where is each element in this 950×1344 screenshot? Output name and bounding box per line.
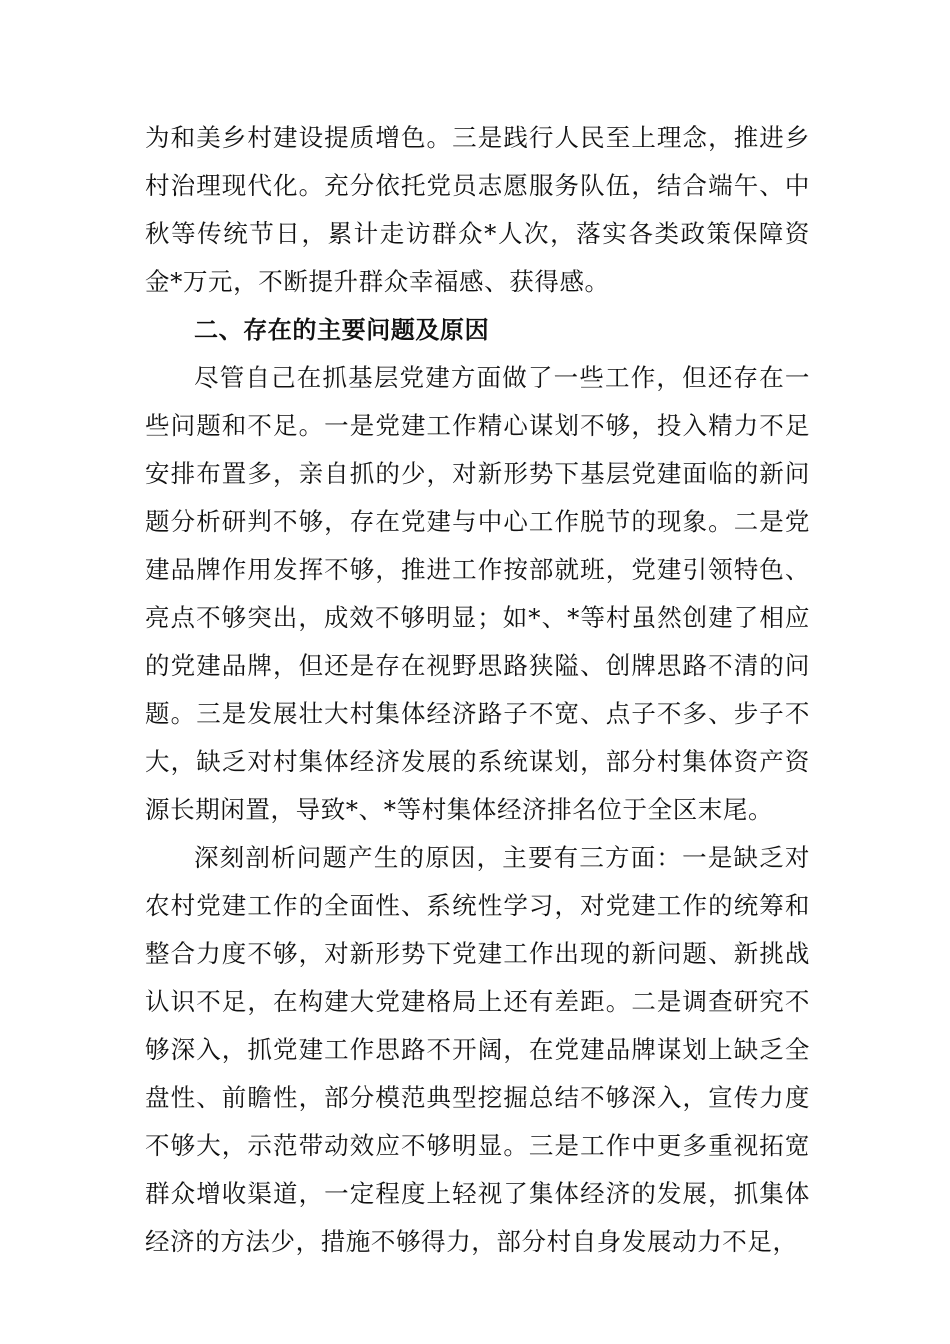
- document-body: [145, 114, 810, 1266]
- paragraph-causes: 深刻剖析问题产生的原因，主要有三方面：一是缺乏对农村党建工作的全面性、系统性学习，对党建工作的统筹和整合力度不够，对新形势下党建工作出现的新问题、新挑战认识不足，在构建大党建格局上还有差距。二是调查研究不够深入，抓党建工作思路不开阔，在党建品牌谋划上缺乏全盘性、前瞻性，部分模范典型挖掘总结不够深入，宣传力度不够大，示范带动效应不够明显。三是工作中更多重视拓宽群众增收渠道，一定程度上轻视了集体经济的发展，抓集体经济的方法少，措施不够得力，部分村自身发展动力不足，: [145, 843, 810, 1256]
- paragraph-continuation: 为和美乡村建设提质增色。三是践行人民至上理念，推进乡村治理现代化。充分依托党员志愿服务队伍，结合端午、中秋等传统节日，累计走访群众*人次，落实各类政策保障资金*万元，不断提升群众幸福感、获得感。: [145, 123, 810, 296]
- paragraph-problems: 尽管自己在抓基层党建方面做了一些工作，但还存在一些问题和不足。一是党建工作精心谋划不够，投入精力不足安排布置多，亲自抓的少，对新形势下基层党建面临的新问题分析研判不够，存在党建与中心工作脱节的现象。二是党建品牌作用发挥不够，推进工作按部就班，党建引领特色、亮点不够突出，成效不够明显；如*、*等村虽然创建了相应的党建品牌，但还是存在视野思路狭隘、创牌思路不清的问题。三是发展壮大村集体经济路子不宽、点子不多、步子不大，缺乏对村集体经济发展的系统谋划，部分村集体资产资源长期闲置，导致*、*等村集体经济排名位于全区末尾。: [145, 363, 810, 824]
- section-heading: 二、存在的主要问题及原因: [194, 316, 490, 344]
